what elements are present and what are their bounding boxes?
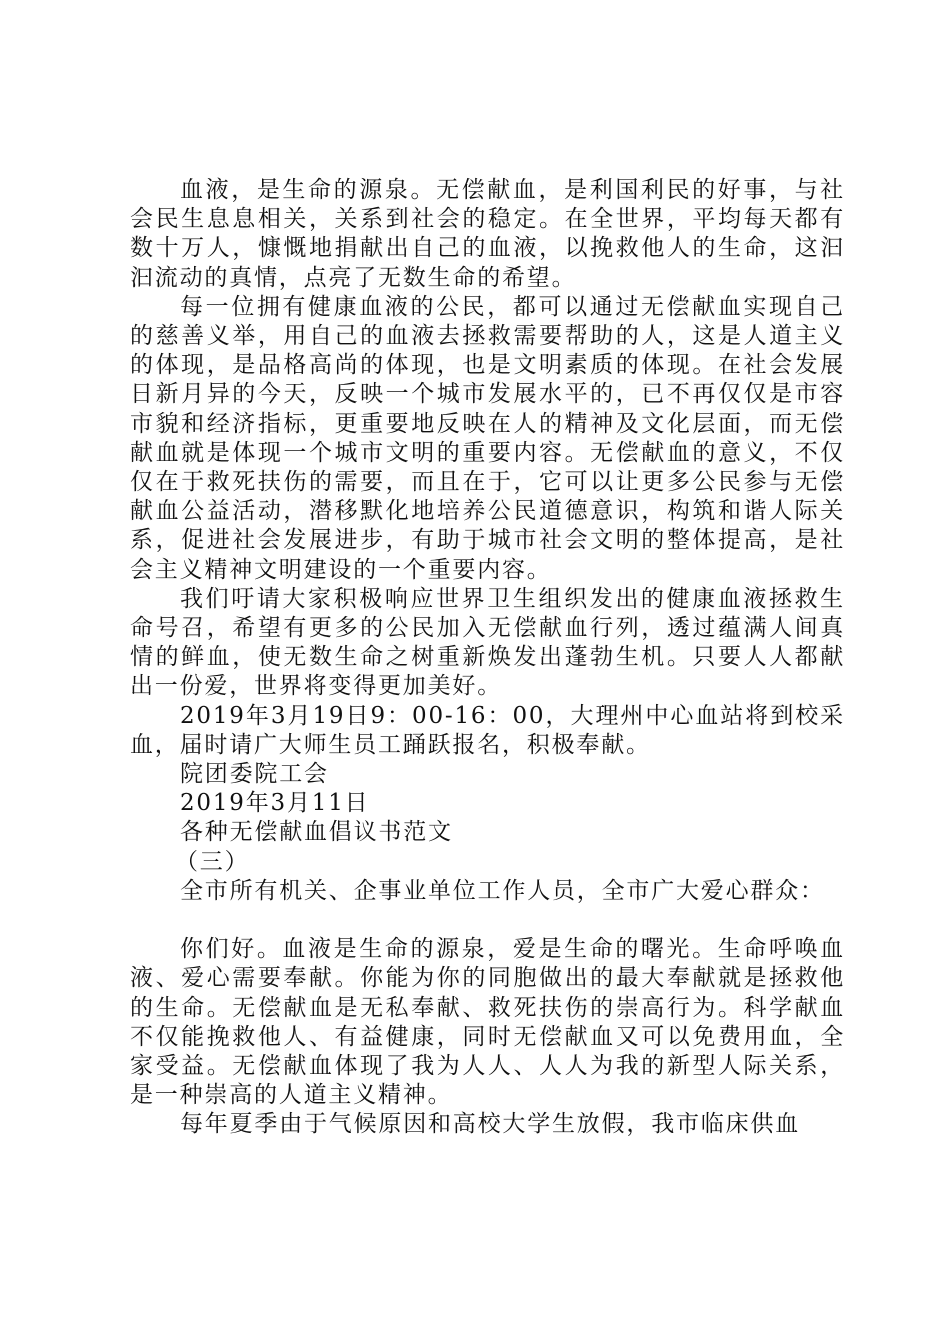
paragraph-intro: 血液，是生命的源泉。无偿献血，是利国利民的好事，与社会民生息息相关，关系到社会的稳定。在全世界，平均每天都有数十万人，慷慨地捐献出自己的血液，以挽救他人的生命，这汩汩流动的真情，点亮了无数生命的希望。 (130, 177, 845, 291)
document-body (130, 176, 845, 1140)
signature-date: 2019年3月11日 (180, 790, 370, 817)
paragraph-greeting: 你们好。血液是生命的源泉，爱是生命的曙光。生命呼唤血液、爱心需要奉献。你能为你的同胞做出的最大奉献就是拯救他的生命。无偿献血是无私奉献、救死扶伤的崇高行为。科学献血不仅能挽救他人、有益健康，同时无偿献血又可以免费用血，全家受益。无偿献血体现了我为人人、人人为我的新型人际关系，是一种崇高的人道主义精神。 (130, 936, 845, 1109)
section-title: 各种无偿献血倡议书范文 (180, 819, 453, 846)
paragraph-event-notice: 2019年3月19日9：00-16：00，大理州中心血站将到校采血，届时请广大师生员工踊跃报名，积极奉献。 (130, 702, 845, 758)
section-number: （三） (175, 848, 250, 875)
paragraph-citizen-duty: 每一位拥有健康血液的公民，都可以通过无偿献血实现自己的慈善义举，用自己的血液去拯救需要帮助的人，这是人道主义的体现，是品格高尚的体现，也是文明素质的体现。在社会发展日新月异的今天，反映一个城市发展水平的，已不再仅仅是市容市貌和经济指标，更重要地反映在人的精神及文化层面，而无偿献血就是体现一个城市文明的重要内容。无偿献血的意义，不仅仅在于救死扶伤的需要，而且在于，它可以让更多公民参与无偿献血公益活动，潜移默化地培养公民道德意识，构筑和谐人际关系，促进社会发展进步，有助于城市社会文明的整体提高，是社会主义精神文明建设的一个重要内容。 (130, 293, 845, 583)
paragraph-appeal: 我们吁请大家积极响应世界卫生组织发出的健康血液拯救生命号召，希望有更多的公民加入无偿献血行列，透过蕴满人间真情的鲜血，使无数生命之树重新焕发出蓬勃生机。只要人人都献出一份爱，世界将变得更加美好。 (130, 585, 845, 700)
paragraph-summer-supply: 每年夏季由于气候原因和高校大学生放假，我市临床供血 (180, 1111, 800, 1138)
blank-line (130, 906, 845, 935)
signature-organization: 院团委院工会 (180, 761, 329, 788)
salutation: 全市所有机关、企事业单位工作人员，全市广大爱心群众： (180, 877, 825, 904)
